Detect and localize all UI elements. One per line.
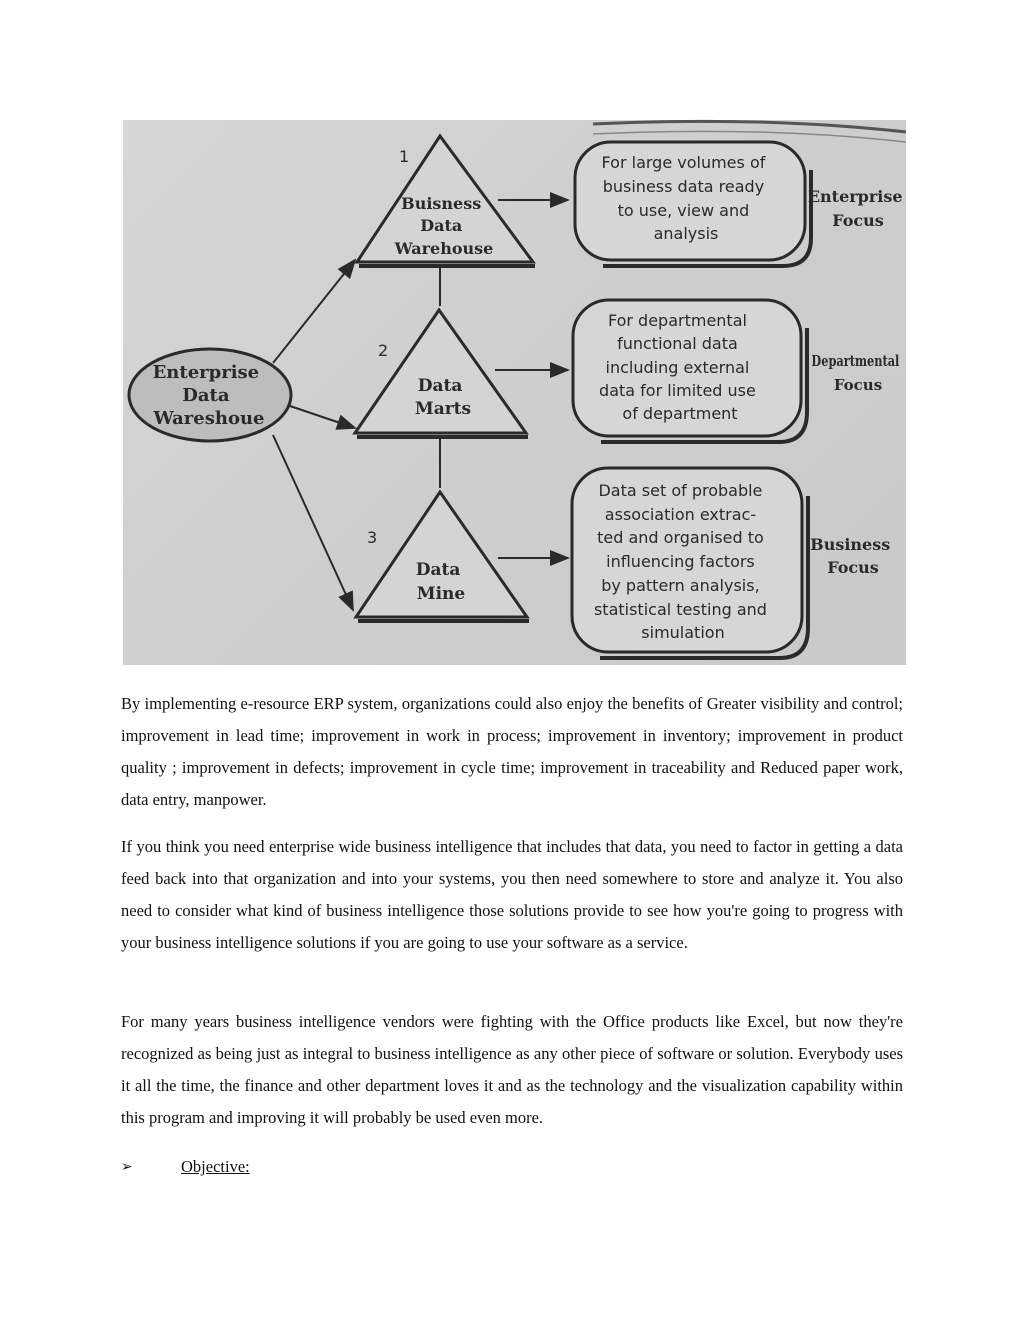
box-2-line-5: of department: [622, 404, 738, 423]
paragraph-erp-benefits: By implementing e-resource ERP system, organizations could also enjoy the benefits of Greater visibility and control; improvement in lead time; improvement in work in process; improvement in inventory; improvement in product quality ; improvement in defects; improvement in cycle time; improvement in traceability and Reduced paper work, data entry, manpower.: [121, 694, 903, 809]
focus-1-line-1: Enterprise: [807, 187, 903, 206]
focus-2-line-1: Departmental: [811, 352, 900, 370]
box-3-line-4: influencing factors: [606, 552, 755, 571]
level-1-triangle-line-1: Buisness: [401, 194, 482, 213]
box-3-line-5: by pattern analysis,: [601, 576, 760, 595]
box-1-line-4: analysis: [653, 224, 719, 243]
page-curl-line: [593, 131, 906, 142]
box-3-line-1: Data set of probable: [598, 481, 763, 500]
arrow-to-warehouse: [273, 260, 355, 363]
box-3-line-2: association extrac-: [604, 505, 757, 524]
focus-3-line-2: Focus: [827, 558, 879, 577]
level-3-triangle-line-1: Data: [415, 560, 461, 580]
source-label-line-1: Enterprise: [152, 362, 260, 383]
box-1-line-3: to use, view and: [617, 201, 750, 220]
arrow-bullet-icon: ➢: [121, 1159, 133, 1175]
paragraph-enterprise-bi: If you think you need enterprise wide business intelligence that includes that data, you need to factor in getting a data feed back into that organization and into your systems, you then need somewhere to store and analyze it. You also need to consider what kind of business intelligence those solutions provide to see how you're going to progress with your business intelligence solutions if you are going to use your software as a service.: [121, 837, 903, 952]
paragraph-office-products: For many years business intelligence vendors were fighting with the Office products like Excel, but now they're recognized as being just as integral to business intelligence as any other piece of software or solution. Everybody uses it all the time, the finance and other department loves it and as the technology and the visualization capability within this program and improving it will probably be used even more.: [121, 1012, 903, 1127]
level-1-triangle-line-3: Warehouse: [394, 239, 494, 258]
level-2-triangle-line-2: Marts: [414, 399, 472, 419]
focus-3-label: [810, 535, 896, 577]
box-2-line-4: data for limited use: [599, 381, 756, 400]
level-2-triangle-line-1: Data: [417, 376, 463, 396]
focus-2-label: [811, 352, 904, 394]
level-1-triangle-line-2: Data: [420, 216, 463, 235]
level-3-number: 3: [367, 528, 378, 547]
box-3-text: [594, 481, 772, 642]
box-1-line-2: business data ready: [602, 177, 765, 196]
objective-label: Objective:: [181, 1157, 250, 1176]
objective-heading: [121, 1151, 250, 1183]
level-3-triangle-line-2: Mine: [416, 584, 466, 604]
box-2-text: [599, 311, 761, 423]
box-3-line-7: simulation: [641, 623, 725, 642]
erp-diagram-figure: [123, 120, 906, 665]
box-2-line-3: including external: [605, 358, 750, 377]
source-label-line-2: Data: [182, 385, 230, 406]
box-3-line-6: statistical testing and: [593, 600, 767, 619]
focus-1-label: [808, 187, 908, 230]
focus-1-line-2: Focus: [832, 211, 884, 230]
box-2-line-1: For departmental: [607, 311, 747, 330]
level-2-number: 2: [378, 341, 389, 360]
level-1-number: 1: [399, 147, 410, 166]
diagram-svg: [123, 120, 906, 665]
arrow-to-mine: [273, 435, 353, 610]
focus-3-line-1: Business: [810, 535, 891, 554]
source-label-line-3: Wareshoue: [153, 408, 265, 429]
box-2-line-2: functional data: [617, 334, 738, 353]
focus-2-line-2: Focus: [833, 376, 883, 394]
box-1-line-1: For large volumes of: [601, 153, 766, 172]
page-curl-line: [593, 121, 906, 132]
arrow-to-marts: [290, 406, 355, 428]
box-3-line-3: ted and organised to: [597, 528, 764, 547]
